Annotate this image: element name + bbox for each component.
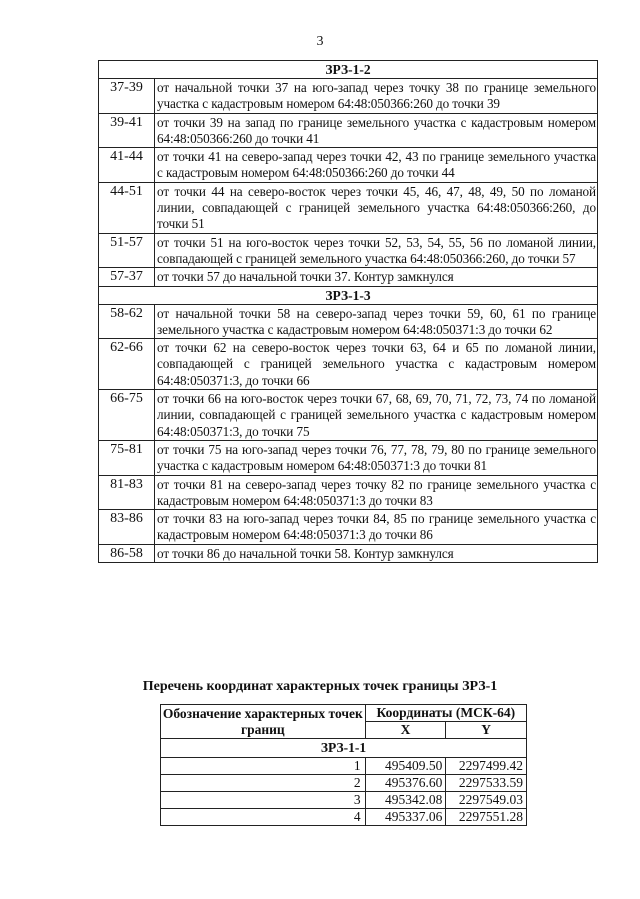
point-number: 1 — [161, 758, 366, 775]
boundary-segment-row — [99, 148, 598, 183]
segment-code: 51-57 — [99, 233, 155, 268]
point-y: 2297499.42 — [446, 758, 527, 775]
coordinates-list-title: Перечень координат характерных точек границы ЗРЗ-1 — [142, 679, 498, 694]
segment-description: от точки 83 на юго-запад через точки 84, 85 по границе земельного участка с кадастровым номером 64:48:050371:3 до точки 86 — [155, 510, 598, 545]
segment-code: 75-81 — [99, 440, 155, 475]
boundary-segment-row — [99, 390, 598, 441]
header-coordinate-system: Координаты (МСК-64) — [365, 705, 526, 722]
point-number: 4 — [161, 809, 366, 826]
segment-code: 62-66 — [99, 339, 155, 390]
boundary-description-table — [98, 60, 598, 563]
segment-description: от точки 66 на юго-восток через точки 67, 68, 69, 70, 71, 72, 73, 74 по ломаной линии, совпадающей с границей земельного участка с кадастровым номером 64:48:050371:3, до точки 75 — [155, 390, 598, 441]
boundary-segment-row — [99, 475, 598, 510]
section-title: ЗРЗ-1-2 — [99, 61, 598, 79]
segment-code: 39-41 — [99, 113, 155, 148]
boundary-segment-row — [99, 510, 598, 545]
boundary-segment-row — [99, 113, 598, 148]
point-x: 495376.60 — [365, 775, 446, 792]
point-y: 2297549.03 — [446, 792, 527, 809]
header-point-designation: Обозначение характерных точек границ — [161, 705, 366, 739]
boundary-segment-row — [99, 233, 598, 268]
boundary-segment-row — [99, 440, 598, 475]
boundary-segment-row — [99, 339, 598, 390]
boundary-segment-row — [99, 544, 598, 562]
point-x: 495337.06 — [365, 809, 446, 826]
segment-code: 83-86 — [99, 510, 155, 545]
coords-section-title: ЗРЗ-1-1 — [161, 739, 527, 758]
boundary-segment-row — [99, 268, 598, 286]
segment-code: 57-37 — [99, 268, 155, 286]
segment-description: от точки 75 на юго-запад через точки 76, 77, 78, 79, 80 по границе земельного участка с кадастровым номером 64:48:050371:3 до точки 81 — [155, 440, 598, 475]
section-title: ЗРЗ-1-3 — [99, 286, 598, 304]
segment-description: от точки 81 на северо-запад через точку 82 по границе земельного участка с кадастровым номером 64:48:050371:3 до точки 83 — [155, 475, 598, 510]
segment-description: от начальной точки 37 на юго-запад через точку 38 по границе земельного участка с кадастровым номером 64:48:050366:260 до точки 39 — [155, 79, 598, 114]
segment-description: от точки 41 на северо-запад через точки 42, 43 по границе земельного участка с кадастровым номером 64:48:050366:260 до точки 44 — [155, 148, 598, 183]
point-number: 2 — [161, 775, 366, 792]
boundary-segment-row — [99, 79, 598, 114]
page-number: 3 — [316, 34, 324, 49]
table-row — [161, 758, 527, 775]
table-row — [161, 792, 527, 809]
segment-description: от начальной точки 58 на северо-запад через точки 59, 60, 61 по границе земельного участка с кадастровым номером 64:48:050371:3 до точки 62 — [155, 304, 598, 339]
header-x: X — [365, 722, 446, 739]
segment-code: 58-62 — [99, 304, 155, 339]
segment-description: от точки 44 на северо-восток через точки 45, 46, 47, 48, 49, 50 по ломаной линии, совпадающей с границей земельного участка 64:48:050366:260, до точки 51 — [155, 182, 598, 233]
segment-code: 44-51 — [99, 182, 155, 233]
segment-description: от точки 39 на запад по границе земельного участка с кадастровым номером 64:48:050366:260 до точки 41 — [155, 113, 598, 148]
segment-code: 66-75 — [99, 390, 155, 441]
segment-code: 81-83 — [99, 475, 155, 510]
header-y: Y — [446, 722, 527, 739]
segment-description: от точки 62 на северо-восток через точки 63, 64 и 65 по ломаной линии, совпадающей с границей земельного участка с кадастровым номером 64:48:050371:3, до точки 66 — [155, 339, 598, 390]
point-y: 2297533.59 — [446, 775, 527, 792]
point-number: 3 — [161, 792, 366, 809]
boundary-segment-row — [99, 304, 598, 339]
point-y: 2297551.28 — [446, 809, 527, 826]
table-row — [161, 809, 527, 826]
coordinates-table — [160, 704, 527, 826]
segment-code: 41-44 — [99, 148, 155, 183]
segment-description: от точки 57 до начальной точки 37. Контур замкнулся — [155, 268, 598, 286]
segment-code: 37-39 — [99, 79, 155, 114]
table-row — [161, 775, 527, 792]
point-x: 495409.50 — [365, 758, 446, 775]
segment-code: 86-58 — [99, 544, 155, 562]
segment-description: от точки 51 на юго-восток через точки 52, 53, 54, 55, 56 по ломаной линии, совпадающей с границей земельного участка 64:48:050366:260, до точки 57 — [155, 233, 598, 268]
segment-description: от точки 86 до начальной точки 58. Контур замкнулся — [155, 544, 598, 562]
boundary-segment-row — [99, 182, 598, 233]
point-x: 495342.08 — [365, 792, 446, 809]
